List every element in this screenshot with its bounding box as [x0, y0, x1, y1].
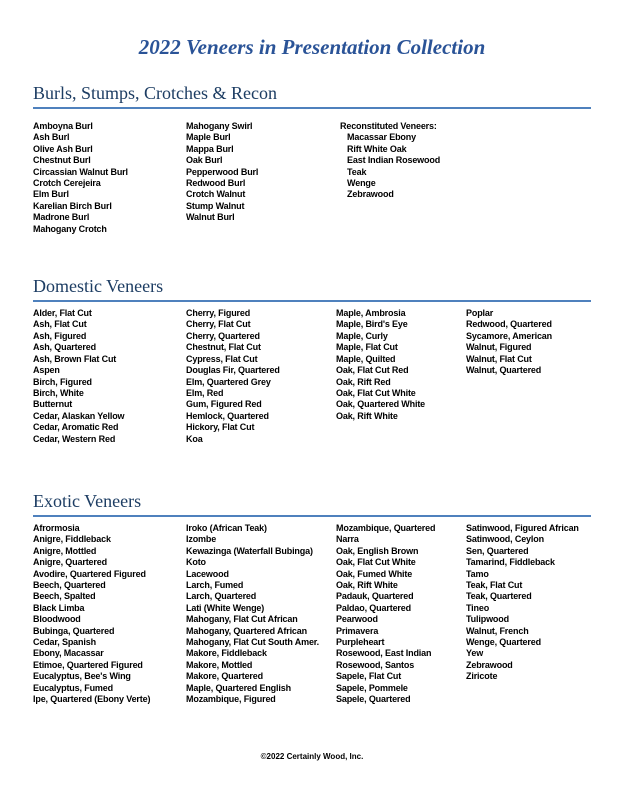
list-item: Butternut [33, 399, 73, 410]
list-item: Reconstituted Veneers: [340, 121, 437, 131]
list-item: Koa [186, 433, 203, 444]
veneer-column [186, 121, 340, 235]
copyright-footer: ©2022 Certainly Wood, Inc. [260, 752, 364, 761]
list-item: Cherry, Quartered [186, 330, 260, 341]
list-item: Ash Burl [33, 132, 70, 143]
list-item: Cedar, Alaskan Yellow [33, 410, 125, 421]
list-item: Birch, White [33, 387, 84, 398]
list-item: Sen, Quartered [466, 545, 529, 556]
list-item: Anigre, Quartered [33, 557, 107, 568]
list-item: Maple, Ambrosia [336, 308, 406, 319]
list-item: Hemlock, Quartered [186, 410, 269, 421]
list-item: Etimoe, Quartered Figured [33, 659, 143, 670]
list-item: Mozambique, Quartered [336, 522, 436, 533]
veneer-column [336, 308, 466, 445]
list-item: Makore, Quartered [186, 671, 263, 682]
list-item: Satinwood, Ceylon [466, 534, 544, 545]
list-item: Sycamore, American [466, 330, 553, 341]
veneer-column [33, 308, 186, 445]
list-item: Alder, Flat Cut [33, 308, 92, 319]
list-item: Zebrawood [340, 189, 394, 200]
list-item: Mahogany, Flat Cut South Amer. [186, 637, 320, 647]
list-item: Walnut, Figured [466, 342, 532, 353]
list-item: Ash, Brown Flat Cut [33, 353, 117, 364]
list-item: Black Limba [33, 602, 85, 613]
list-item: Maple, Quartered English [186, 682, 291, 693]
list-item: Rosewood, Santos [336, 659, 415, 670]
list-item: Cedar, Spanish [33, 637, 96, 647]
list-item: Birch, Figured [33, 376, 92, 387]
list-item: Maple, Flat Cut [336, 342, 398, 353]
list-item: Oak, Rift White [336, 410, 398, 421]
list-item: Satinwood, Figured African [466, 522, 579, 533]
list-item: Ziricote [466, 671, 498, 682]
list-item: Lacewood [186, 568, 229, 579]
list-item: Walnut, Flat Cut [466, 353, 532, 364]
list-item: Iroko (African Teak) [186, 522, 267, 533]
list-item: Chestnut Burl [33, 155, 91, 166]
list-item: Afrormosia [33, 522, 80, 533]
veneer-column [340, 121, 591, 235]
list-item: Oak, Rift Red [336, 376, 391, 387]
list-item: Maple, Bird's Eye [336, 319, 408, 330]
list-item: Teak, Flat Cut [466, 579, 523, 590]
list-item: Gum, Figured Red [186, 399, 262, 410]
list-item: Bloodwood [33, 614, 81, 625]
list-item: Koto [186, 557, 206, 568]
list-item: Pearwood [336, 614, 378, 625]
list-item: Karelian Birch Burl [33, 200, 112, 211]
list-item: East Indian Rosewood [340, 155, 441, 166]
list-item: Cedar, Western Red [33, 433, 116, 444]
list-item: Larch, Quartered [186, 591, 257, 602]
list-item: Larch, Fumed [186, 579, 244, 590]
list-item: Circassian Walnut Burl [33, 166, 128, 177]
list-item: Anigre, Mottled [33, 545, 97, 556]
list-item: Olive Ash Burl [33, 143, 93, 154]
list-item: Bubinga, Quartered [33, 625, 115, 636]
list-item: Walnut, French [466, 625, 529, 636]
section-burls [33, 83, 591, 235]
list-item: Maple, Curly [336, 330, 388, 341]
veneer-column [336, 523, 466, 706]
list-item: Avodire, Quartered Figured [33, 568, 146, 579]
list-item: Stump Walnut [186, 200, 245, 211]
section-burls-columns [33, 121, 591, 235]
list-item: Narra [336, 534, 359, 545]
list-item: Ipe, Quartered (Ebony Verte) [33, 694, 151, 705]
list-item: Oak, Flat Cut White [336, 387, 416, 398]
list-item: Sapele, Pommele [336, 682, 408, 693]
list-item: Macassar Ebony [340, 132, 416, 143]
list-item: Mozambique, Figured [186, 694, 276, 705]
section-heading-exotic: Exotic Veneers [33, 491, 591, 517]
list-item: Wenge [340, 178, 376, 189]
veneer-column [186, 308, 336, 445]
list-item: Madrone Burl [33, 212, 90, 223]
list-item: Ash, Flat Cut [33, 319, 87, 330]
list-item: Mahogany, Flat Cut African [186, 614, 298, 625]
list-item: Oak, Quartered White [336, 399, 426, 410]
list-item: Oak, Rift White [336, 579, 398, 590]
list-item: Mahogany, Quartered African [186, 625, 307, 636]
list-item: Sapele, Quartered [336, 694, 411, 705]
list-item: Crotch Walnut [186, 189, 246, 200]
list-item: Cedar, Aromatic Red [33, 422, 119, 433]
list-item: Rosewood, East Indian [336, 648, 432, 659]
list-item: Tamo [466, 568, 489, 579]
list-item: Teak [340, 166, 367, 177]
list-item: Pepperwood Burl [186, 166, 259, 177]
list-item: Lati (White Wenge) [186, 602, 265, 613]
list-item: Ash, Quartered [33, 342, 96, 353]
list-item: Paldao, Quartered [336, 602, 411, 613]
list-item: Walnut Burl [186, 212, 235, 223]
list-item: Redwood, Quartered [466, 319, 552, 330]
list-item: Elm, Red [186, 387, 224, 398]
list-item: Ebony, Macassar [33, 648, 104, 659]
list-item: Kewazinga (Waterfall Bubinga) [186, 545, 313, 556]
list-item: Cherry, Figured [186, 308, 251, 319]
section-heading-burls: Burls, Stumps, Crotches & Recon [33, 83, 591, 109]
list-item: Tineo [466, 602, 490, 613]
section-heading-domestic: Domestic Veneers [33, 276, 591, 302]
list-item: Chestnut, Flat Cut [186, 342, 261, 353]
list-item: Amboyna Burl [33, 121, 93, 131]
list-item: Oak, Flat Cut Red [336, 365, 409, 376]
list-item: Eucalyptus, Bee's Wing [33, 671, 131, 682]
list-item: Elm Burl [33, 189, 69, 200]
list-item: Izombe [186, 534, 217, 545]
list-item: Beech, Spalted [33, 591, 96, 602]
section-domestic [33, 276, 591, 445]
list-item: Oak, Fumed White [336, 568, 413, 579]
section-domestic-columns [33, 308, 591, 445]
list-item: Elm, Quartered Grey [186, 376, 271, 387]
list-item: Redwood Burl [186, 178, 246, 189]
list-item: Rift White Oak [340, 143, 407, 154]
list-item: Cherry, Flat Cut [186, 319, 251, 330]
list-item: Makore, Mottled [186, 659, 253, 670]
list-item: Makore, Fiddleback [186, 648, 267, 659]
list-item: Maple, Quilted [336, 353, 396, 364]
list-item: Crotch Cerejeira [33, 178, 101, 189]
list-item: Oak, Flat Cut White [336, 557, 416, 568]
list-item: Purpleheart [336, 637, 385, 647]
list-item: Maple Burl [186, 132, 231, 143]
list-item: Anigre, Fiddleback [33, 534, 111, 545]
list-item: Oak, English Brown [336, 545, 419, 556]
list-item: Hickory, Flat Cut [186, 422, 255, 433]
list-item: Douglas Fir, Quartered [186, 365, 280, 376]
list-item: Primavera [336, 625, 379, 636]
list-item: Mappa Burl [186, 143, 234, 154]
veneer-column [33, 523, 186, 706]
veneer-column [33, 121, 186, 235]
list-item: Aspen [33, 365, 60, 376]
list-item: Tamarind, Fiddleback [466, 557, 555, 568]
list-item: Cypress, Flat Cut [186, 353, 258, 364]
list-item: Eucalyptus, Fumed [33, 682, 113, 693]
page-title: 2022 Veneers in Presentation Collection [138, 35, 486, 59]
section-exotic [33, 491, 591, 706]
list-item: Wenge, Quartered [466, 637, 541, 647]
list-item: Walnut, Quartered [466, 365, 542, 376]
veneer-column [466, 308, 591, 445]
list-item: Oak Burl [186, 155, 223, 166]
list-item: Zebrawood [466, 659, 513, 670]
list-item: Yew [466, 648, 484, 659]
list-item: Teak, Quartered [466, 591, 532, 602]
list-item: Sapele, Flat Cut [336, 671, 402, 682]
list-item: Beech, Quartered [33, 579, 106, 590]
list-item: Poplar [466, 308, 494, 319]
veneer-column [466, 523, 591, 706]
veneer-column [186, 523, 336, 706]
list-item: Tulipwood [466, 614, 509, 625]
list-item: Ash, Figured [33, 330, 87, 341]
list-item: Mahogany Swirl [186, 121, 253, 131]
section-exotic-columns [33, 523, 591, 706]
list-item: Padauk, Quartered [336, 591, 414, 602]
list-item: Mahogany Crotch [33, 223, 107, 234]
